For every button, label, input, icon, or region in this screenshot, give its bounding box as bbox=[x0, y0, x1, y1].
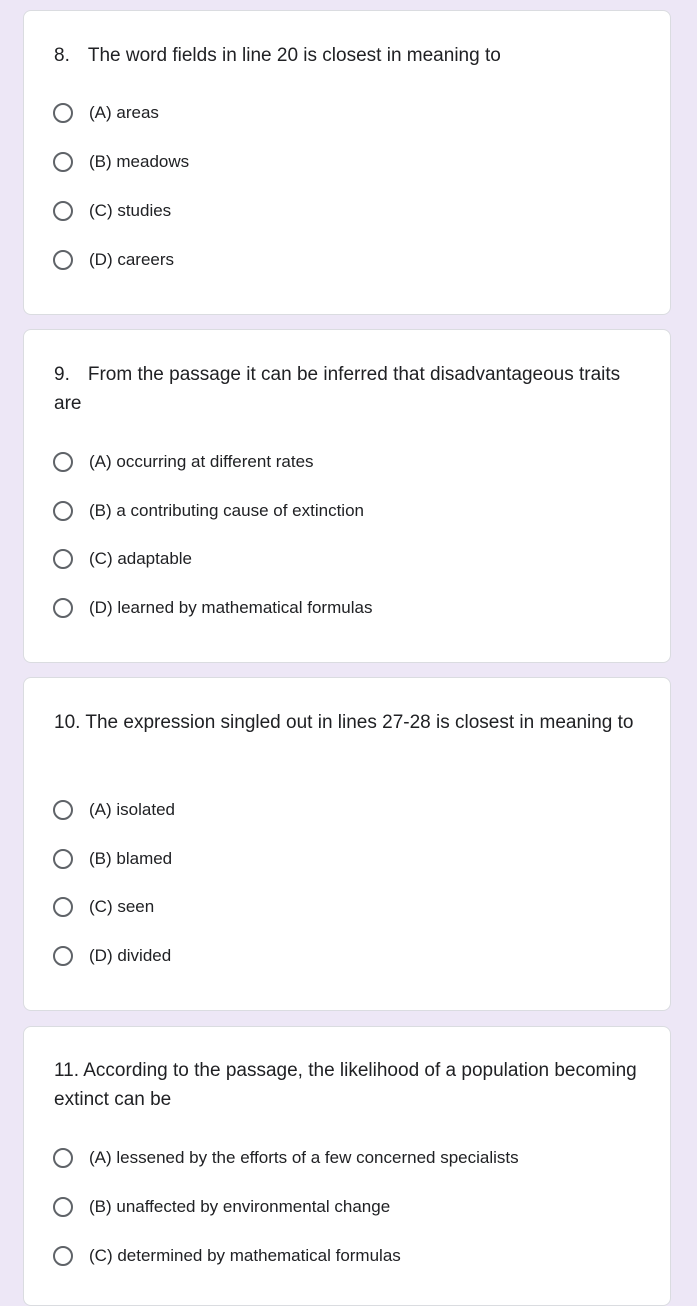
option-c[interactable] bbox=[53, 197, 171, 225]
option-label: (A) occurring at different rates bbox=[89, 452, 314, 471]
option-a[interactable] bbox=[53, 1144, 519, 1172]
question-card-8 bbox=[23, 10, 671, 315]
question-title bbox=[54, 708, 642, 737]
option-label: (C) adaptable bbox=[89, 549, 193, 568]
option-d[interactable] bbox=[53, 246, 174, 274]
radio-button[interactable] bbox=[53, 1148, 73, 1168]
question-text: The word fields in line 20 is closest in meaning to bbox=[87, 45, 501, 66]
option-label: (B) meadows bbox=[89, 152, 190, 171]
option-a[interactable] bbox=[53, 99, 159, 127]
option-d[interactable] bbox=[53, 594, 372, 622]
option-c[interactable] bbox=[53, 1242, 401, 1270]
option-label: (C) seen bbox=[89, 897, 155, 916]
option-c[interactable] bbox=[53, 893, 154, 921]
question-text: According to the passage, the likelihood of a population becoming extinct can be bbox=[54, 1060, 637, 1110]
radio-button[interactable] bbox=[53, 103, 73, 123]
option-label: (D) learned by mathematical formulas bbox=[89, 598, 373, 617]
question-card-11 bbox=[23, 1026, 671, 1306]
option-label: (B) a contributing cause of extinction bbox=[89, 501, 364, 520]
radio-button[interactable] bbox=[53, 946, 73, 966]
radio-button[interactable] bbox=[53, 452, 73, 472]
option-label: (A) isolated bbox=[89, 800, 175, 819]
question-number: 11. bbox=[54, 1060, 80, 1081]
question-card-10 bbox=[23, 677, 671, 1011]
question-number: 9. bbox=[54, 364, 70, 385]
option-b[interactable] bbox=[53, 1193, 390, 1221]
radio-button[interactable] bbox=[53, 598, 73, 618]
option-a[interactable] bbox=[53, 796, 175, 824]
option-label: (D) careers bbox=[89, 250, 175, 269]
option-c[interactable] bbox=[53, 545, 192, 573]
option-a[interactable] bbox=[53, 448, 314, 476]
question-number: 10. bbox=[54, 712, 81, 733]
question-title bbox=[54, 360, 642, 418]
option-b[interactable] bbox=[53, 497, 364, 525]
radio-button[interactable] bbox=[53, 897, 73, 917]
option-label: (A) areas bbox=[89, 103, 159, 122]
option-label: (B) unaffected by environmental change bbox=[89, 1197, 391, 1216]
option-label: (C) studies bbox=[89, 201, 172, 220]
option-label: (D) divided bbox=[89, 946, 172, 965]
radio-button[interactable] bbox=[53, 549, 73, 569]
option-label: (C) determined by mathematical formulas bbox=[89, 1246, 401, 1265]
option-d[interactable] bbox=[53, 942, 171, 970]
option-label: (B) blamed bbox=[89, 849, 173, 868]
radio-button[interactable] bbox=[53, 800, 73, 820]
option-b[interactable] bbox=[53, 845, 172, 873]
question-text: The expression singled out in lines 27-28 is closest in meaning to bbox=[85, 712, 634, 733]
question-title bbox=[54, 41, 642, 70]
question-number: 8. bbox=[54, 45, 70, 66]
question-text: From the passage it can be inferred that disadvantageous traits are bbox=[54, 364, 621, 414]
radio-button[interactable] bbox=[53, 250, 73, 270]
radio-button[interactable] bbox=[53, 849, 73, 869]
option-b[interactable] bbox=[53, 148, 189, 176]
question-card-9 bbox=[23, 329, 671, 663]
question-title bbox=[54, 1056, 642, 1114]
option-label: (A) lessened by the efforts of a few concerned specialists bbox=[89, 1148, 519, 1167]
radio-button[interactable] bbox=[53, 201, 73, 221]
radio-button[interactable] bbox=[53, 501, 73, 521]
radio-button[interactable] bbox=[53, 1246, 73, 1266]
radio-button[interactable] bbox=[53, 152, 73, 172]
radio-button[interactable] bbox=[53, 1197, 73, 1217]
